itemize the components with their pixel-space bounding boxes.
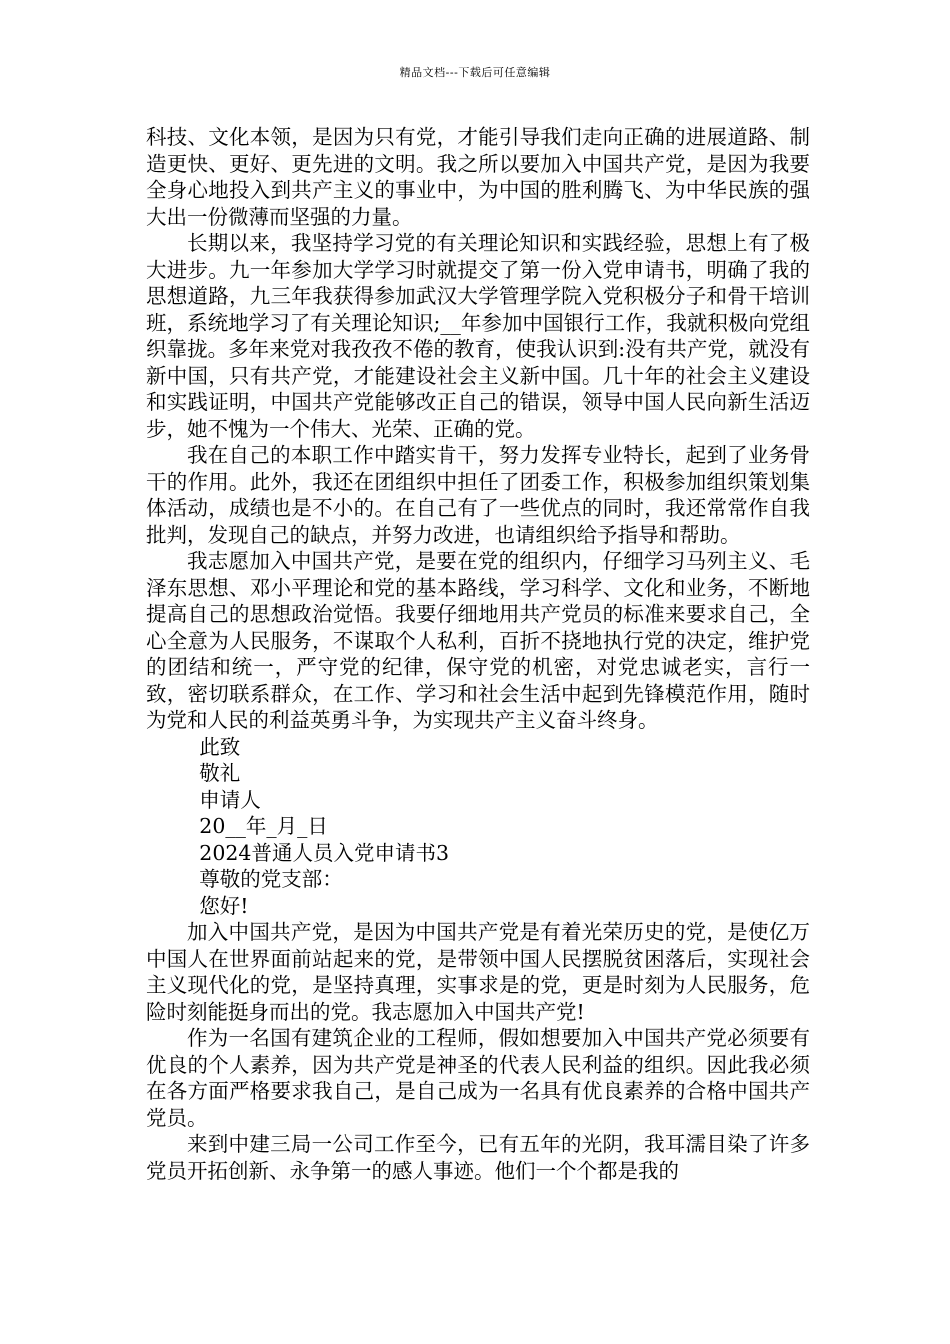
signature-label: 申请人 — [199, 787, 261, 812]
greeting-addressee: 尊敬的党支部： — [199, 867, 343, 891]
document-body — [146, 124, 810, 1184]
section-title: 2024普通人员入党申请书3 — [199, 840, 450, 865]
greeting-hello: 您好! — [199, 893, 249, 918]
paragraph: 我在自己的本职工作中踏实肯干，努力发挥专业特长，起到了业务骨干的作用。此外，我还在团组织中担任了团委工作，积极参加组织策划集体活动，成绩也是不小的。在自己有了一些优点的同时，我还常常作自我批判，发现自己的缺点，并努力改进，也请组织给予指导和帮助。 — [146, 443, 810, 547]
closing-salutation: 此致 — [199, 734, 241, 759]
paragraph: 加入中国共产党，是因为中国共产党是有着光荣历史的党，是使亿万中国人在世界面前站起来的党，是带领中国人民摆脱贫困落后，实现社会主义现代化的党，是坚持真理，实事求是的党，更是时刻为人民服务，危险时刻能挺身而出的党。我志愿加入中国共产党! — [146, 920, 810, 1024]
paragraph: 科技、文化本领，是因为只有党，才能引导我们走向正确的进展道路、制造更快、更好、更先进的文明。我之所以要加入中国共产党，是因为我要全身心地投入到共产主义的事业中，为中国的胜利腾飞、为中华民族的强大出一份微薄而坚强的力量。 — [146, 125, 810, 229]
closing-salutation: 敬礼 — [199, 761, 241, 785]
date-line: 20__年_月_日 — [199, 814, 328, 838]
page-header: 精品文档---下载后可任意编辑 — [399, 66, 551, 79]
paragraph: 我志愿加入中国共产党，是要在党的组织内，仔细学习马列主义、毛泽东思想、邓小平理论和党的基本路线，学习科学、文化和业务，不断地提高自己的思想政治觉悟。我要仔细地用共产党员的标准来要求自己，全心全意为人民服务，不谋取个人私利，百折不挠地执行党的决定，维护党的团结和统一，严守党的纪律，保守党的机密，对党忠诚老实，言行一致，密切联系群众，在工作、学习和社会生活中起到先锋模范作用，随时为党和人民的利益英勇斗争，为实现共产主义奋斗终身。 — [146, 549, 810, 732]
paragraph: 作为一名国有建筑企业的工程师，假如想要加入中国共产党必须要有优良的个人素养，因为共产党是神圣的代表人民利益的组织。因此我必须在各方面严格要求我自己，是自己成为一名具有优良素养的合格中国共产党员。 — [146, 1026, 810, 1130]
paragraph: 长期以来，我坚持学习党的有关理论知识和实践经验，思想上有了极大进步。九一年参加大学学习时就提交了第一份入党申请书，明确了我的思想道路，九三年我获得参加武汉大学管理学院入党积极分子和骨干培训班，系统地学习了有关理论知识;__年参加中国银行工作，我就积极向党组织靠拢。多年来党对我孜孜不倦的教育，使我认识到:没有共产党，就没有新中国，只有共产党，才能建设社会主义新中国。几十年的社会主义建设和实践证明，中国共产党能够改正自己的错误，领导中国人民向新生活迈步，她不愧为一个伟大、光荣、正确的党。 — [146, 231, 810, 441]
paragraph: 来到中建三局一公司工作至今，已有五年的光阴，我耳濡目染了许多党员开拓创新、永争第一的感人事迹。他们一个个都是我的 — [146, 1132, 810, 1183]
